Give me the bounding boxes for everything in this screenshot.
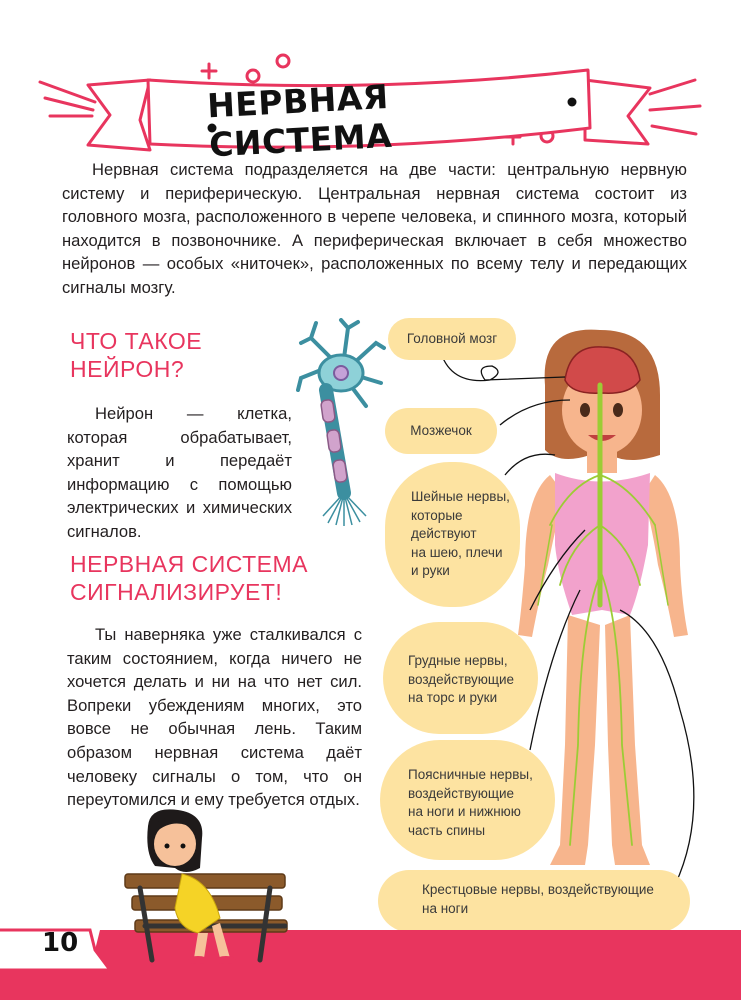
label-line: воздействующие: [408, 671, 515, 687]
label-lumbar-nerves: [380, 740, 555, 860]
signals-paragraph: Ты наверняка уже сталкивался с таким состоянием, когда ничего не хочется делать и ни на что нет сил. Вопреки убеждениям многих, это вовсе не обычная лень. Таким образом нервная система даёт человеку сигналы о том, что он переутомился и ему требуется отдых.: [67, 625, 362, 810]
label-line: воздействующие: [408, 785, 515, 801]
heading-line: СИГНАЛИЗИРУЕТ!: [70, 579, 283, 605]
label-cervical-nerves: [385, 462, 520, 607]
label-line: Шейные нервы,: [411, 489, 510, 504]
label-line: на ноги и нижнюю: [408, 804, 521, 819]
neuron-paragraph: Нейрон — клетка, которая обрабатывает, хранит и передаёт информацию с помощью электрических и химических сигналов.: [67, 404, 292, 541]
label-line: действуют: [411, 526, 477, 541]
page-number: 10: [42, 928, 79, 958]
section-heading-neuron: [70, 327, 202, 383]
label-line: Крестцовые нервы, воздействующие: [422, 882, 654, 897]
label-line: на торс и руки: [408, 690, 498, 705]
label-line: Грудные нервы,: [408, 653, 508, 668]
label-line: Поясничные нервы,: [408, 767, 533, 782]
intro-paragraph: Нервная система подразделяется на две части: центральную нервную систему и периферическую. Центральная нервная система состоит из головного мозга, расположенного в черепе человека, и спинного мозга, который находится в позвоночнике. А периферическая включает в себя множество нейронов — особых «ниточек», расположенных по всему телу и передающих сигналы мозгу.: [62, 160, 687, 297]
heading-line: ЧТО ТАКОЕ: [70, 328, 203, 354]
label-thoracic-nerves: [383, 622, 538, 734]
label-cerebellum: Мозжечок: [385, 408, 497, 454]
label-brain: Головной мозг: [388, 318, 516, 360]
section-heading-signals: [70, 550, 308, 606]
label-line: на ноги: [422, 900, 469, 916]
bottom-band: [0, 915, 741, 1000]
heading-line: НЕЙРОН?: [70, 356, 185, 382]
girl-on-bench-illustration: [120, 808, 290, 968]
label-line: и руки: [411, 563, 450, 578]
label-line: часть спины: [408, 822, 486, 838]
label-line: на шею, плечи: [411, 544, 503, 560]
page-title: НЕРВНАЯ СИСТЕМА: [206, 76, 394, 165]
heading-line: НЕРВНАЯ СИСТЕМА: [70, 551, 308, 577]
neuron-illustration: [296, 318, 386, 528]
label-line: которые: [411, 507, 463, 523]
